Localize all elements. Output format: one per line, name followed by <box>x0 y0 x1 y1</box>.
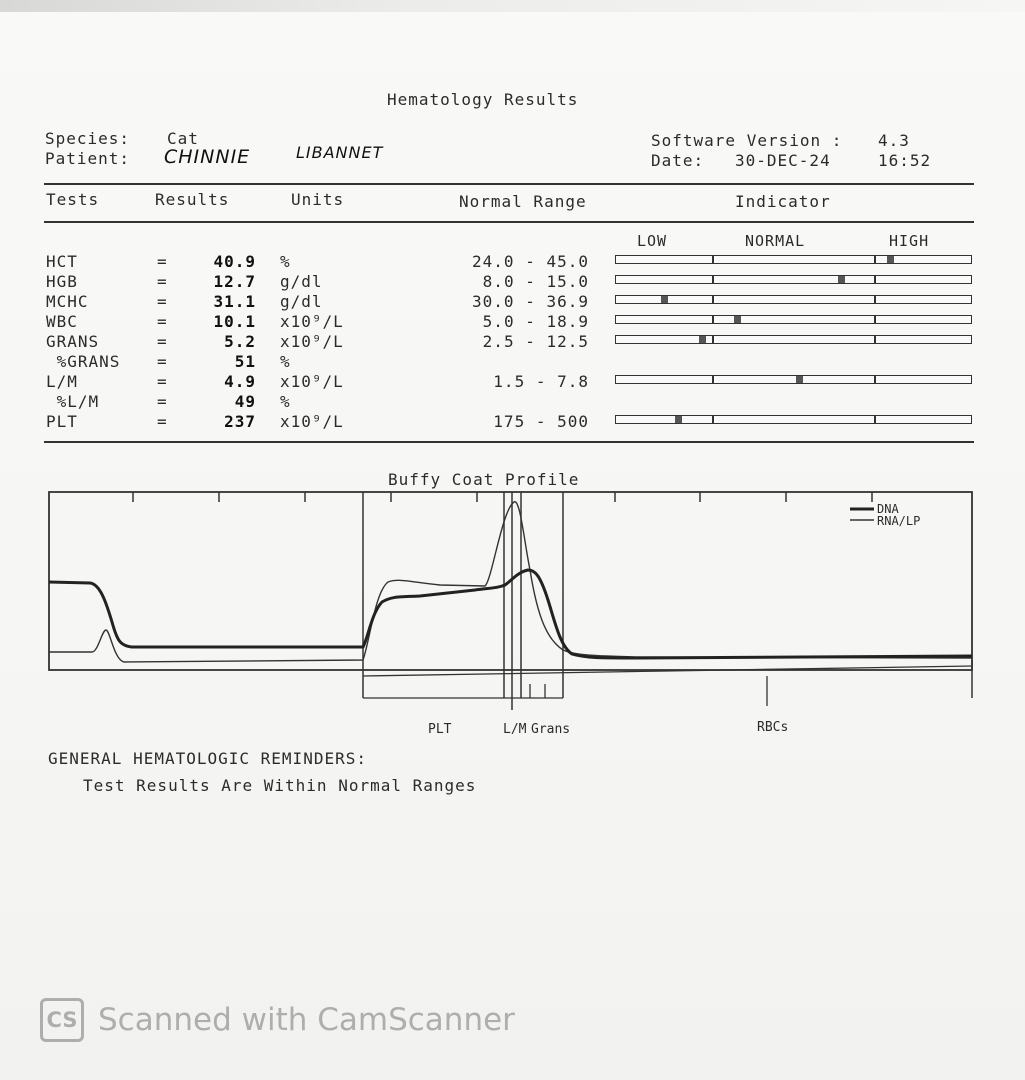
test-name: HCT <box>46 252 78 271</box>
species-label: Species: <box>45 129 131 148</box>
reminders-heading: GENERAL HEMATOLOGIC REMINDERS: <box>48 749 367 768</box>
profile-baseline <box>363 666 972 706</box>
result-value: 51 <box>234 352 256 371</box>
profile-top-ticks <box>133 492 872 502</box>
equals-sign: = <box>157 372 168 391</box>
zone-label-grans: Grans <box>531 722 571 737</box>
indicator-normal-label: NORMAL <box>745 232 806 250</box>
result-unit: g/dl <box>280 292 323 311</box>
date-value: 30-DEC-24 <box>735 151 831 170</box>
result-value: 4.9 <box>224 372 256 391</box>
result-unit: x10⁹/L <box>280 332 344 351</box>
software-value: 4.3 <box>878 131 910 150</box>
test-name: %L/M <box>46 392 100 411</box>
time-value: 16:52 <box>878 151 932 170</box>
col-header-tests: Tests <box>46 190 100 209</box>
normal-range: 5.0 - 18.9 <box>482 312 589 331</box>
legend-rna-label: RNA/LP <box>877 514 921 528</box>
col-header-indicator: Indicator <box>735 192 831 211</box>
equals-sign: = <box>157 312 168 331</box>
equals-sign: = <box>157 352 168 371</box>
result-unit: x10⁹/L <box>280 312 344 331</box>
col-header-normal-range: Normal Range <box>459 192 587 211</box>
result-value: 40.9 <box>213 252 256 271</box>
camscanner-text: Scanned with CamScanner <box>98 1002 515 1038</box>
patient-label: Patient: <box>45 149 131 168</box>
test-name: %GRANS <box>46 352 121 371</box>
result-value: 5.2 <box>224 332 256 351</box>
reminders-text: Test Results Are Within Normal Ranges <box>83 776 477 795</box>
patient-first-name: CHINNIE <box>164 146 251 168</box>
col-header-units: Units <box>291 190 345 209</box>
patient-last-name: LIBANNET <box>296 143 384 162</box>
result-value: 237 <box>224 412 256 431</box>
camscanner-watermark <box>40 998 515 1042</box>
software-label: Software Version : <box>651 131 843 150</box>
equals-sign: = <box>157 272 168 291</box>
result-unit: % <box>280 392 291 411</box>
profile-title: Buffy Coat Profile <box>388 470 580 489</box>
equals-sign: = <box>157 332 168 351</box>
test-name: PLT <box>46 412 78 431</box>
result-value: 10.1 <box>213 312 256 331</box>
test-name: L/M <box>46 372 78 391</box>
dna-trace <box>49 570 972 658</box>
normal-range: 8.0 - 15.0 <box>482 272 589 291</box>
camscanner-logo-icon: CS <box>40 998 84 1042</box>
normal-range: 175 - 500 <box>493 412 589 431</box>
profile-legend <box>850 509 874 520</box>
legend-dna-label: DNA <box>877 502 899 516</box>
result-value: 31.1 <box>213 292 256 311</box>
zone-label-rbcs: RBCs <box>757 720 789 735</box>
result-value: 49 <box>234 392 256 411</box>
equals-sign: = <box>157 252 168 271</box>
date-label: Date: <box>651 151 705 170</box>
equals-sign: = <box>157 412 168 431</box>
result-unit: % <box>280 352 291 371</box>
equals-sign: = <box>157 292 168 311</box>
zone-label-lm: L/M <box>503 722 527 737</box>
result-unit: x10⁹/L <box>280 412 344 431</box>
normal-range: 2.5 - 12.5 <box>482 332 589 351</box>
test-name: GRANS <box>46 332 100 351</box>
normal-range: 1.5 - 7.8 <box>493 372 589 391</box>
indicator-low-label: LOW <box>637 232 668 250</box>
result-unit: % <box>280 252 291 271</box>
normal-range: 30.0 - 36.9 <box>472 292 589 311</box>
result-unit: g/dl <box>280 272 323 291</box>
equals-sign: = <box>157 392 168 411</box>
test-name: WBC <box>46 312 78 331</box>
col-header-results: Results <box>155 190 230 209</box>
indicator-high-label: HIGH <box>889 232 930 250</box>
species-value: Cat <box>167 129 199 148</box>
result-unit: x10⁹/L <box>280 372 344 391</box>
report-title: Hematology Results <box>387 90 579 109</box>
result-value: 12.7 <box>213 272 256 291</box>
test-name: HGB <box>46 272 78 291</box>
test-name: MCHC <box>46 292 89 311</box>
zone-label-plt: PLT <box>428 722 452 737</box>
normal-range: 24.0 - 45.0 <box>472 252 589 271</box>
